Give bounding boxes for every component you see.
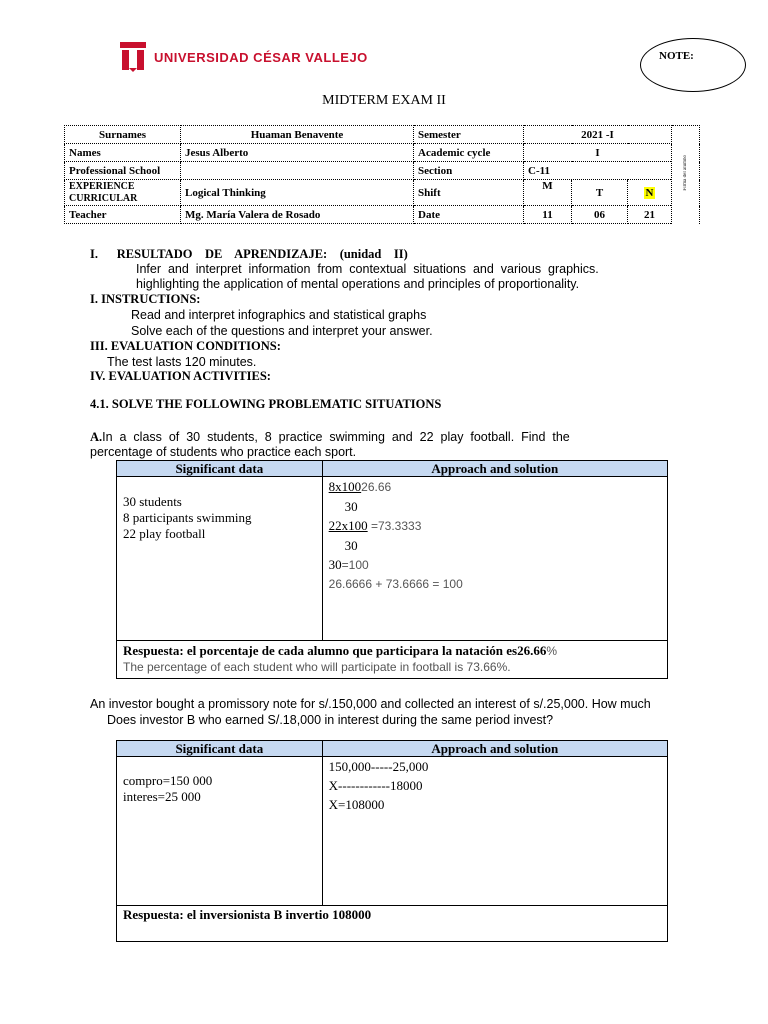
- student-info-table: [64, 125, 700, 224]
- names-value: Jesus Alberto: [181, 144, 414, 162]
- signature-box: [672, 126, 700, 224]
- surnames-label: Surnames: [65, 126, 181, 144]
- university-logo-icon: [120, 42, 146, 72]
- problem-a-sol-2: 30: [344, 499, 358, 514]
- problem-a-sol-3a: 22x100: [328, 518, 368, 533]
- school-value: [181, 162, 414, 180]
- shift-m: M: [524, 180, 572, 206]
- section-4-title: IV. EVALUATION ACTIVITIES:: [90, 369, 271, 383]
- problem-a-solution-cell: [322, 477, 667, 641]
- section-1-text-line1: Infer and interpret information from contextual situations and various graphics.: [136, 262, 599, 276]
- problem-b-col2-header: Approach and solution: [322, 741, 667, 757]
- problem-b-answer: Respuesta: el inversionista B invertio 108000: [123, 907, 372, 922]
- signature-label: Firma del alumno: [683, 155, 688, 192]
- teacher-label: Teacher: [65, 206, 181, 224]
- problem-a-answer-1a: Respuesta: el porcentaje de cada alumno que participara la natación es26.66: [123, 643, 547, 658]
- problem-b-data-cell: [117, 757, 323, 906]
- teacher-value: Mg. María Valera de Rosado: [181, 206, 414, 224]
- cycle-value: I: [524, 144, 672, 162]
- problem-b-text-line1: An investor bought a promissory note for s/.150,000 and collected an interest of s/.25,000. How much: [90, 697, 651, 711]
- instruction-1: Read and interpret infographics and statistical graphs: [131, 308, 427, 322]
- problem-a-sol-5b: =100: [341, 558, 369, 572]
- problem-a-text-1: In a class of 30 students, 8 practice swimming and 22 play football. Find the: [102, 430, 570, 444]
- problem-a-col2-header: Approach and solution: [322, 461, 667, 477]
- cycle-label: Academic cycle: [414, 144, 524, 162]
- problem-b-solution-cell: [322, 757, 667, 906]
- problem-b-sol-1: 150,000-----25,000: [328, 759, 429, 774]
- problem-a-sol-5: [329, 555, 661, 575]
- problem-a-prefix: A.: [90, 430, 103, 444]
- university-logo: [120, 42, 368, 72]
- problem-a-data-cell: [117, 477, 323, 641]
- names-label: Names: [65, 144, 181, 162]
- university-name: UNIVERSIDAD CÉSAR VALLEJO: [154, 49, 368, 65]
- section-1-text-line2: highlighting the application of mental operations and principles of proportionality.: [136, 277, 580, 291]
- experience-label: [65, 180, 181, 206]
- shift-t: T: [572, 180, 628, 206]
- problem-a-sol-1: [329, 477, 661, 497]
- problem-a-data-2: 8 participants swimming: [123, 510, 252, 525]
- problem-a-sol-3: [329, 516, 661, 536]
- problem-a-answer-2: The percentage of each student who will participate in football is 73.66%.: [123, 660, 511, 674]
- section-4-1-title: 4.1. SOLVE THE FOLLOWING PROBLEMATIC SITUATIONS: [90, 397, 442, 411]
- problem-a-data-3: 22 play football: [123, 526, 206, 541]
- experience-value: Logical Thinking: [181, 180, 414, 206]
- problem-b-sol-3: X=108000: [328, 797, 385, 812]
- section-1-title: I. RESULTADO DE APRENDIZAJE: (unidad II): [90, 247, 408, 261]
- problem-b-data-2: interes=25 000: [123, 789, 201, 804]
- problem-a-sol-5a: 30: [328, 557, 342, 572]
- problem-a-sol-4: 30: [344, 538, 358, 553]
- experience-label-line2: CURRICULAR: [69, 192, 138, 204]
- problem-b-table: [116, 740, 668, 942]
- problem-a-sol-1a: 8x100: [328, 479, 362, 494]
- note-label: NOTE:: [659, 50, 694, 62]
- surnames-value: Huaman Benavente: [181, 126, 414, 144]
- problem-b-answer-cell: [117, 906, 668, 942]
- problem-a-data-1: 30 students: [123, 494, 182, 509]
- date-month: 06: [572, 206, 628, 224]
- experience-label-line1: EXPERIENCE: [69, 180, 135, 192]
- note-oval: [640, 38, 746, 92]
- problem-a-col1-header: Significant data: [117, 461, 323, 477]
- problem-a-sol-3b: =73.3333: [367, 519, 422, 533]
- semester-value: 2021 -I: [524, 126, 672, 144]
- problem-a-text-line1: [90, 430, 630, 445]
- problem-b-data-1: compro=150 000: [123, 773, 213, 788]
- date-year: 21: [628, 206, 672, 224]
- section-value: C-11: [524, 162, 672, 180]
- problem-a-answer-cell: [117, 641, 668, 679]
- date-day: 11: [524, 206, 572, 224]
- section-3-title: III. EVALUATION CONDITIONS:: [90, 339, 281, 353]
- problem-a-sol-1b: 26.66: [361, 480, 392, 494]
- problem-b-col1-header: Significant data: [117, 741, 323, 757]
- problem-a-text-line2: percentage of students who practice each sport.: [90, 445, 357, 459]
- shift-n: N: [645, 186, 654, 199]
- problem-b-sol-2: X------------18000: [328, 778, 423, 793]
- problem-b-text-line2: Does investor B who earned S/.18,000 in interest during the same period invest?: [107, 713, 554, 727]
- condition-1: The test lasts 120 minutes.: [107, 355, 257, 369]
- exam-title: MIDTERM EXAM II: [322, 93, 446, 108]
- date-label: Date: [414, 206, 524, 224]
- semester-label: Semester: [414, 126, 524, 144]
- problem-a-answer-1b: %: [546, 644, 557, 658]
- instruction-2: Solve each of the questions and interpret your answer.: [131, 324, 433, 338]
- problem-a-sol-6: 26.6666 + 73.6666 = 100: [328, 577, 463, 591]
- section-label: Section: [414, 162, 524, 180]
- problem-a-table: [116, 460, 668, 679]
- shift-n-cell: [628, 180, 672, 206]
- school-label: Professional School: [65, 162, 181, 180]
- shift-label: Shift: [414, 180, 524, 206]
- section-2-title: I. INSTRUCTIONS:: [90, 292, 201, 306]
- problem-a-answer-1: [123, 643, 661, 659]
